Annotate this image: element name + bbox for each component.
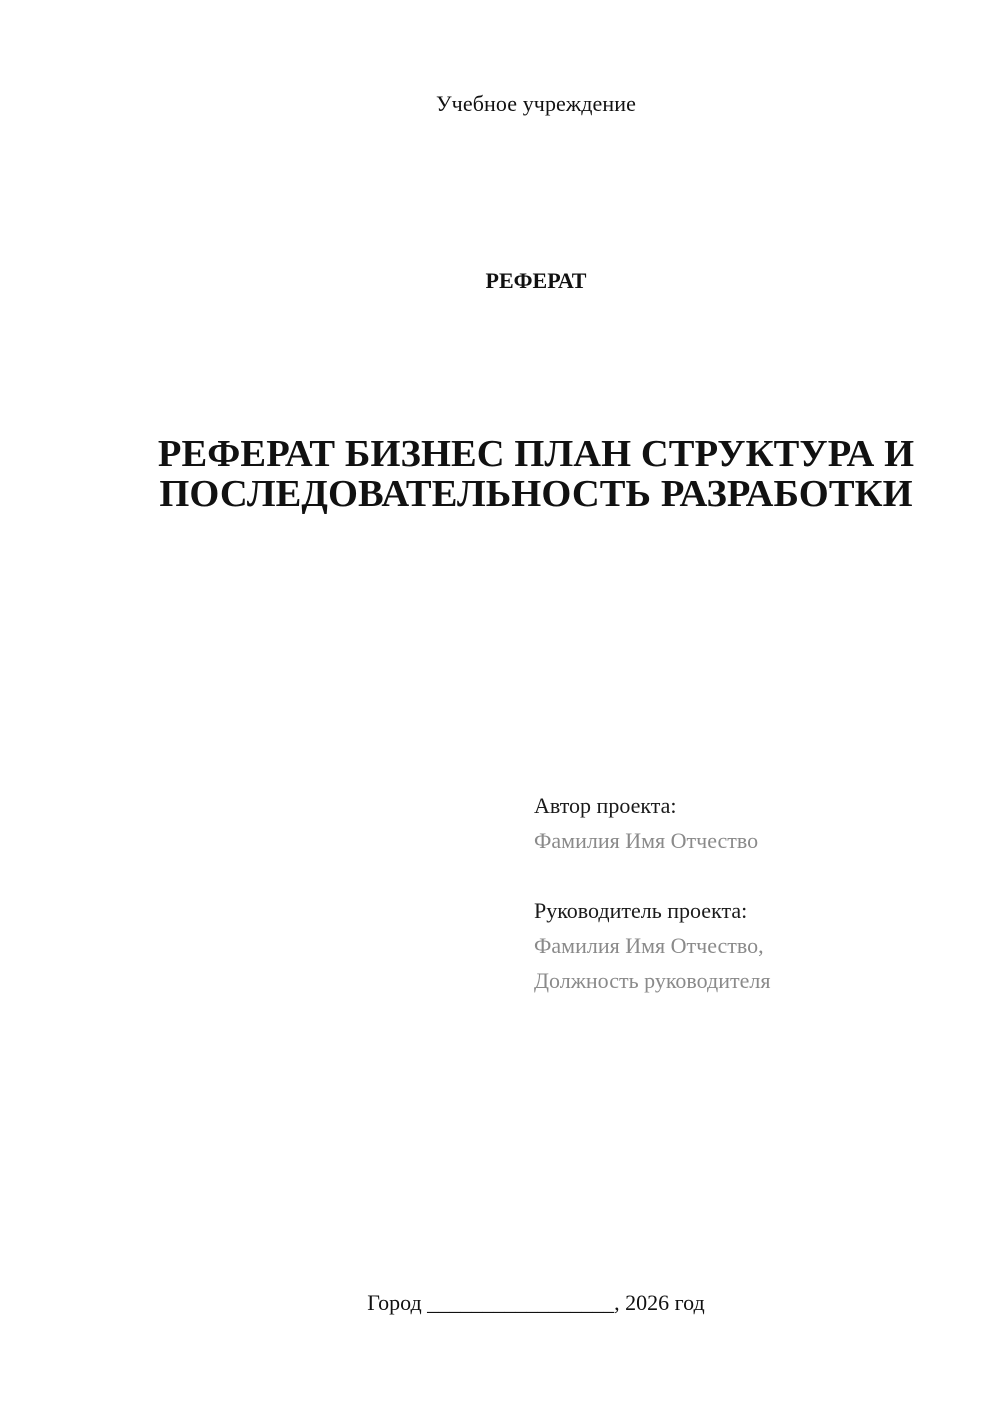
main-title-line-1: РЕФЕРАТ БИЗНЕС ПЛАН СТРУКТУРА И (157, 433, 915, 475)
supervisor-position: Должность руководителя (534, 968, 771, 993)
main-title (100, 434, 972, 514)
supervisor-label: Руководитель проекта: (534, 898, 748, 923)
document-type-heading: РЕФЕРАТ (485, 268, 587, 293)
supervisor-name: Фамилия Имя Отчество, (534, 933, 764, 958)
author-label: Автор проекта: (534, 793, 677, 818)
footer-city-blank: _________________ (427, 1290, 615, 1315)
credits-spacer (534, 858, 974, 893)
footer-city-label: Город (367, 1290, 422, 1315)
credits-block (534, 788, 974, 998)
footer-year: , 2026 год (614, 1290, 705, 1315)
author-name: Фамилия Имя Отчество (534, 828, 759, 853)
institution-name: Учебное учреждение (435, 91, 636, 116)
footer-city-year (0, 1290, 1000, 1316)
main-title-line-2: ПОСЛЕДОВАТЕЛЬНОСТЬ РАЗРАБОТКИ (159, 473, 913, 515)
